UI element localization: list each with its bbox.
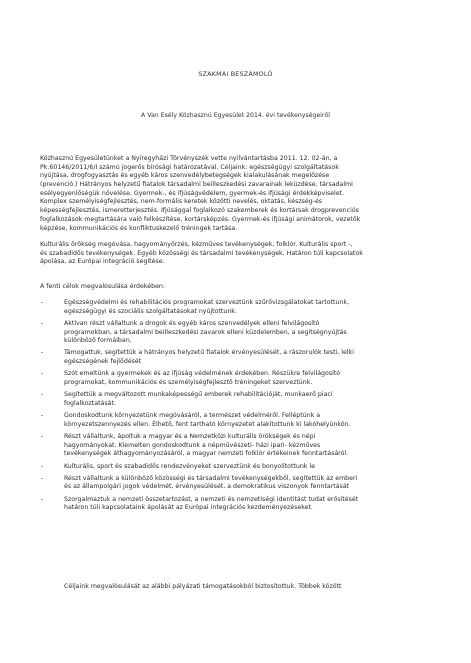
text-line: programokat, kommunikációs és személyiségfejlesztő tréningeket szerveztünk. bbox=[64, 379, 313, 386]
text-line: Kulturális, sport és szabadidős rendezvényeket szerveztünk és bonyolítottunk le bbox=[64, 462, 315, 470]
list-item bbox=[40, 370, 450, 387]
text-line: Pk.60146/2011/6/I számú jogerős bírósági határozatával. Céljaink: egészségügyi szolgáltatások bbox=[40, 163, 339, 171]
list-item bbox=[40, 391, 450, 408]
activity-list bbox=[40, 299, 450, 513]
text-line: ápolása, az Európai integráció segítése. bbox=[40, 258, 165, 266]
list-item bbox=[40, 463, 450, 472]
text-line: Részt vállaltunk, ápoltuk a magyar és a Nemzetközi kulturális örökségek és népi bbox=[64, 432, 316, 440]
bullet-marker: - bbox=[41, 299, 44, 306]
bullet-marker: - bbox=[41, 391, 44, 399]
text-line: esélyegyenlőségük növelése. Gyermek-, és ifjúságvédelem, gyermek-és ifjúsági érdekképviselet. bbox=[40, 189, 345, 197]
text-line: képzése, kommunikációs és konfliktuskezelő tréningek tartása. bbox=[40, 224, 238, 232]
bullet-marker: - bbox=[41, 432, 44, 440]
text-line: Aktívan részt vállaltunk a drogok és egyéb káros szenvedélyek elleni felvilágosító bbox=[64, 319, 320, 327]
text-line: foglalkoztatását. bbox=[64, 399, 116, 407]
text-line: Komplex személyiségfejlesztés, nem-formális keretek közötti nevelés, oktatás, készség-és bbox=[40, 198, 323, 206]
bullet-marker: - bbox=[41, 319, 44, 327]
list-item bbox=[40, 349, 450, 366]
text-line: foglalkozások megtartására való felkészítése, kortársképzés. Gyermek-és ifjúsági animátorok, vezetők bbox=[40, 215, 361, 223]
text-line: Kulturális örökség megóvása, hagyományőrzés, kézműves tevékenységek, folklór. Kulturális sport -, bbox=[40, 241, 353, 248]
text-line: Egészségvédelmi és rehabilitációs programokat szerveztünk szűrővizsgálatokat tartottunk, bbox=[64, 299, 349, 306]
bullet-marker: - bbox=[41, 462, 44, 470]
text-line: (prevenció.) Hátrányos helyzetű fiatalok társadalmi beilleszkedési zavarainak leküzdése, társadalmi bbox=[40, 181, 353, 189]
bullet-marker: - bbox=[41, 349, 44, 357]
bullet-marker: - bbox=[41, 370, 44, 378]
text-line: határon túli kapcsolataink ápolását az Európai integrációs kezdeményezéseket. bbox=[64, 504, 313, 512]
text-line: egészségének fejlődését bbox=[64, 358, 142, 366]
closing-line: Céljaink megvalósulását az alábbi pályázati támogatásokból biztosítottuk. Többek között bbox=[64, 583, 342, 590]
text-line: Segítettük a megváltozott munkaképességű emberek rehabilitációját, munkaerő piaci bbox=[64, 391, 333, 399]
text-line: Részt vállaltunk a különböző közösségi és társadalmi tevékenységekből, segítettük az emberi bbox=[64, 474, 358, 482]
text-line: nyújtása, drogfogyasztás és egyéb káros szenvedélybetegségek kialakulásának megelőzése bbox=[40, 172, 330, 180]
text-line: Szorgalmaztuk a nemzeti összetartozást, a nemzeti és nemzetiségi identitást tudat erősítését bbox=[64, 495, 359, 503]
list-item bbox=[40, 299, 450, 316]
paragraph-goals bbox=[40, 155, 440, 233]
list-item bbox=[40, 412, 450, 429]
document-subtitle: A Van Esély Közhasznú Egyesület 2014. évi tevékenységeiről bbox=[141, 112, 330, 119]
text-line: hagyományokat. Kiemelten gondoskodtunk a népművészeti- házi ipari- kézműves bbox=[64, 441, 321, 449]
document-title: SZAKMAI BESZÁMOLÓ bbox=[198, 70, 273, 78]
text-line: Szót emeltünk a gyermekek és az ifjúság védelmének érdekében. Részükre felvilágosító bbox=[64, 370, 341, 378]
text-line: különböző formáiban, bbox=[64, 337, 132, 345]
text-line: képességfejlesztés, ismeretterjesztés. Ifjúsággal foglalkozó szakemberek és kortársak drogprevenciós bbox=[40, 207, 359, 215]
text-line: Támogattuk, segítettük a hátrányos helyzetű fiatalok érvényesülését, a rászorulók testi, lelki bbox=[64, 349, 354, 357]
list-item bbox=[40, 320, 450, 346]
text-line: programokban, a társadalmi beilleszkedési zavarok elleni küzdelemben, a segítségnyújtás bbox=[64, 328, 347, 336]
text-line: tevékenységek áthagyományozásáról, a magyar nemzeti folklór értékeinek fenntartásáról. bbox=[64, 450, 349, 458]
list-item bbox=[40, 496, 450, 513]
list-item bbox=[40, 475, 450, 492]
paragraph-culture bbox=[40, 241, 440, 267]
bullet-marker: - bbox=[41, 474, 44, 482]
text-line: környezetszennyezés ellen. Élhető, fent tartható környezetet alakítottunk ki lakóhelyünkön. bbox=[64, 420, 351, 428]
bullet-marker: - bbox=[41, 412, 44, 420]
intro-line: A fenti célok megvalósulása érdekében: bbox=[40, 283, 165, 290]
list-item bbox=[40, 433, 450, 459]
text-line: Gondoskodtunk környezetünk megóvásáról, a természet védelméről. Felléptünk a bbox=[64, 412, 321, 420]
text-line: Közhasznú Egyesületünket a Nyíregyházi Törvényszék vette nyilvántartásba 2011. 12. 02-án, a bbox=[40, 155, 338, 162]
text-line: és szabadidős tevékenységek. Egyéb közösségi és társadalmi tevékenységek. Határon túli kapcsolatok bbox=[40, 249, 363, 257]
text-line: egészségügyi és szociális szolgáltatásokat nyújtottunk. bbox=[64, 307, 237, 315]
bullet-marker: - bbox=[41, 495, 44, 503]
text-line: és az állampolgári jogok védelmét, érvényesülését, a demokratikus viszonyok fenntartását bbox=[64, 483, 350, 491]
